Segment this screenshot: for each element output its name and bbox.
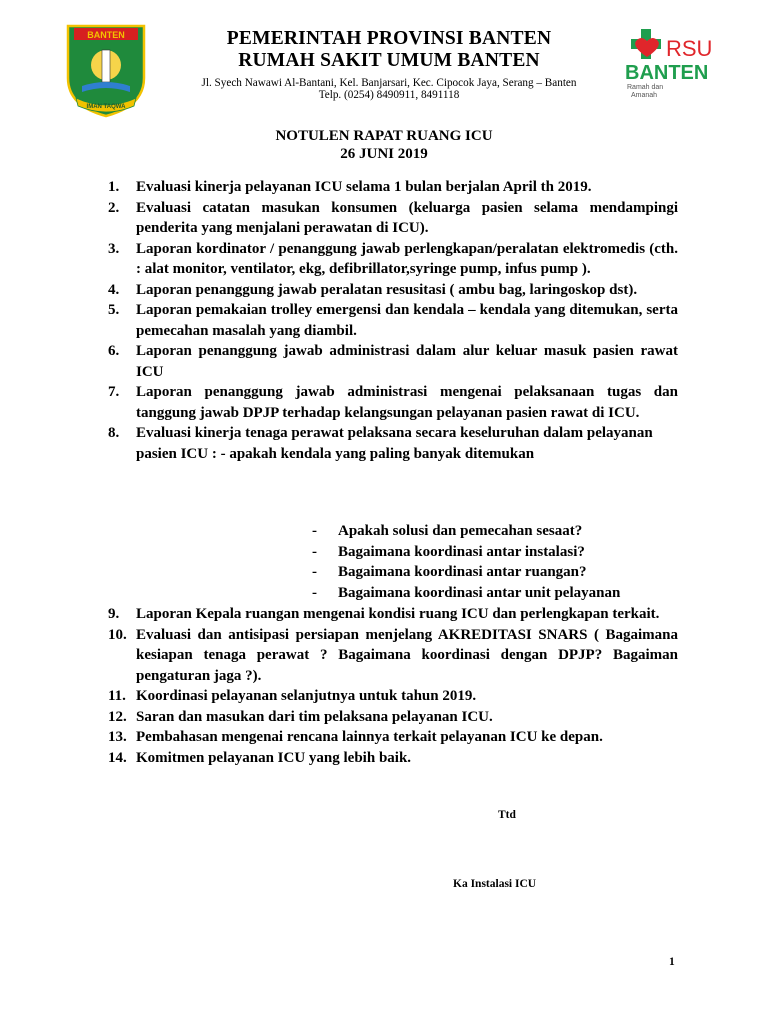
list-item: 8. Evaluasi kinerja tenaga perawat pelaksana secara keseluruhan dalam pelayanan pasien ICU : - apakah kendala yang paling banyak ditemukan <box>108 425 653 462</box>
header-phone: Telp. (0254) 8490911, 8491118 <box>318 89 460 101</box>
document-date: 26 JUNI 2019 <box>340 146 428 162</box>
agenda-list <box>108 177 678 464</box>
list-item: 11. Koordinasi pelayanan selanjutnya untuk tahun 2019. <box>108 688 477 704</box>
banten-crest-logo <box>60 20 152 120</box>
list-item: 7. Laporan penanggung jawab administrasi mengenai pelaksanaan tugas dan tanggung jawab DPJP terhadap kelangsungan pelayanan pasien rawat di ICU. <box>108 384 678 421</box>
sub-item: - Bagaimana koordinasi antar ruangan? <box>312 564 587 580</box>
header-government: PEMERINTAH PROVINSI BANTEN <box>226 28 552 49</box>
agenda-list-continued <box>108 604 678 768</box>
list-item: 14. Komitmen pelayanan ICU yang lebih baik. <box>108 749 412 766</box>
list-item: 10. Evaluasi dan antisipasi persiapan menjelang AKREDITASI SNARS ( Bagaimana kesiapan tenaga perawat ? Bagaimana koordinasi dengan DPJP? Bagaiman pengaturan jaga ?). <box>108 626 678 684</box>
signature-ttd: Ttd <box>498 809 516 821</box>
signature-role: Ka Instalasi ICU <box>453 878 537 890</box>
crest-top-text: BANTEN <box>87 30 125 40</box>
sub-item: - Apakah solusi dan pemecahan sesaat? <box>312 523 583 539</box>
tagline-1: Ramah dan <box>627 84 664 91</box>
sub-item: - Bagaimana koordinasi antar instalasi? <box>312 543 585 560</box>
list-item: 1. Evaluasi kinerja pelayanan ICU selama 1 bulan berjalan April th 2019. <box>108 179 592 195</box>
crest-bottom-text: IMAN TAQWA <box>86 104 126 110</box>
list-item: 12. Saran dan masukan dari tim pelaksana pelayanan ICU. <box>108 708 493 725</box>
list-item: 9. Laporan Kepala ruangan mengenai kondisi ruang ICU dan perlengkapan terkait. <box>108 606 660 622</box>
rsu-banten-logo <box>623 25 718 103</box>
header-address: Jl. Syech Nawawi Al-Bantani, Kel. Banjarsari, Kec. Cipocok Jaya, Serang – Banten <box>201 77 577 89</box>
banten-text: BANTEN <box>625 62 709 84</box>
header-hospital: RUMAH SAKIT UMUM BANTEN <box>238 50 540 71</box>
list-item: 5. Laporan pemakaian trolley emergensi dan kendala – kendala yang ditemukan, serta pemecahan masalah yang diambil. <box>108 302 678 339</box>
list-item: 4. Laporan penanggung jawab peralatan resusitasi ( ambu bag, laringoskop dst). <box>108 281 638 298</box>
sub-item: - Bagaimana koordinasi antar unit pelayanan <box>312 584 621 601</box>
list-item: 2. Evaluasi catatan masukan konsumen (keluarga pasien selama mendampingi penderita yang menjalani perawatan di ICU). <box>108 199 678 236</box>
document-title: NOTULEN RAPAT RUANG ICU <box>275 128 493 144</box>
list-item: 3. Laporan kordinator / penanggung jawab perlengkapan/peralatan elektromedis (cth. : alat monitor, ventilator, ekg, defibrillator,syringe pump, infus pump ). <box>108 240 678 277</box>
sub-question-list <box>312 521 682 603</box>
page-number: 1 <box>669 956 675 968</box>
list-item: 6. Laporan penanggung jawab administrasi dalam alur keluar masuk pasien rawat ICU <box>108 343 678 380</box>
list-item: 13. Pembahasan mengenai rencana lainnya terkait pelayanan ICU ke depan. <box>108 729 603 745</box>
tagline-2: Amanah <box>631 92 658 99</box>
rsu-text: RSU <box>666 36 713 61</box>
